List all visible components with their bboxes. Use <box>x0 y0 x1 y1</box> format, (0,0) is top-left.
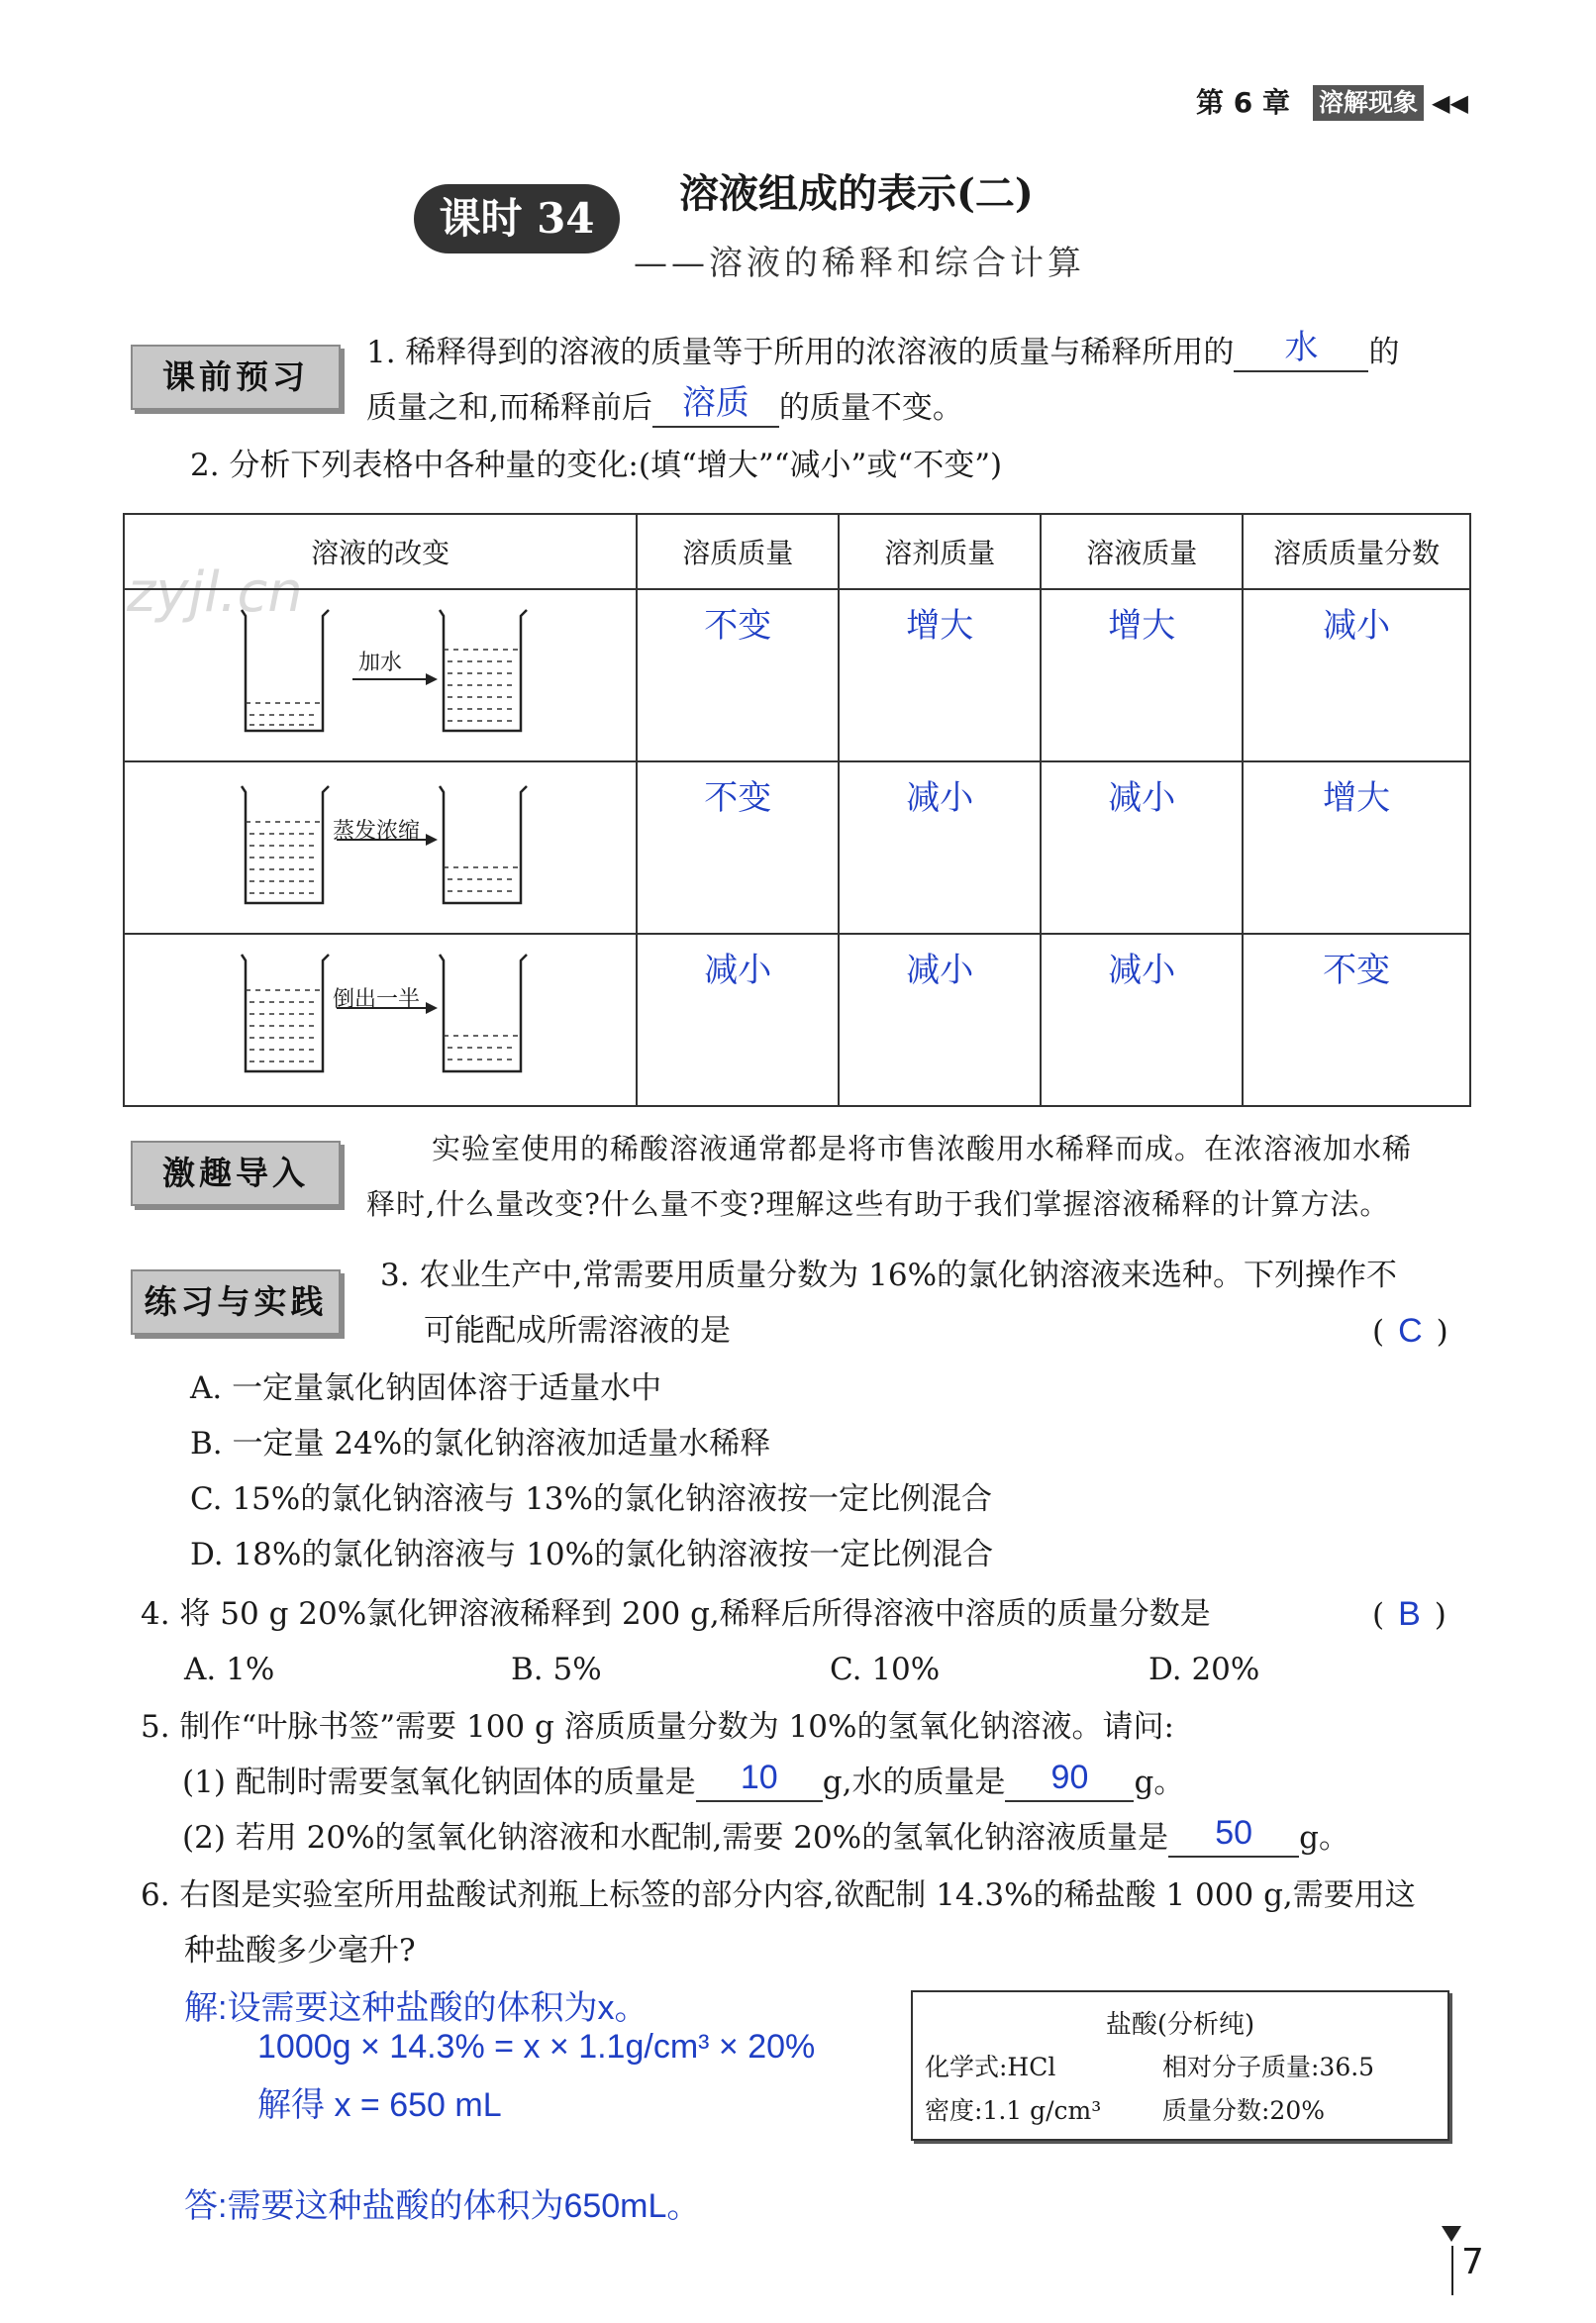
reagent-molecular-mass: 相对分子质量:36.5 <box>1162 2053 1375 2081</box>
diagram-action-label: 蒸发浓缩 <box>333 819 421 844</box>
solution-line: 解得 x = 650 mL <box>257 2086 502 2124</box>
answer-cell: 减小 <box>637 934 839 1106</box>
option-item: D. 20% <box>1148 1652 1260 1687</box>
question-1-line1: 1. 稀释得到的溶液的质量等于所用的浓溶液的质量与稀释所用的 水 的 <box>366 329 1400 370</box>
watermark: zyjl.cn <box>127 560 303 625</box>
section-label-intro: 激趣导入 <box>131 1141 341 1206</box>
answer-blank: 10 <box>696 1765 823 1802</box>
topic-badge: 溶解现象 <box>1313 85 1424 121</box>
question-3-answer: ( C ) <box>1372 1312 1448 1350</box>
answer-cell: 增大 <box>1243 761 1470 934</box>
answer-blank: 溶质 <box>652 390 779 428</box>
triangle-icon <box>1442 2226 1461 2242</box>
lesson-title: 溶液组成的表示(二) <box>679 170 1034 217</box>
solution-line: 1000g × 14.3% = x × 1.1g/cm³ × 20% <box>257 2028 816 2066</box>
page-number: 7 <box>1461 2242 1484 2282</box>
answer-cell: 减小 <box>1243 589 1470 761</box>
answer-cell: 不变 <box>637 761 839 934</box>
answer-cell: 减小 <box>839 761 1041 934</box>
question-3-line1: 3. 农业生产中,常需要用质量分数为 16%的氯化钠溶液来选种。下列操作不 <box>380 1258 1398 1293</box>
option-item: A. 一定量氯化钠固体溶于适量水中 <box>190 1370 662 1406</box>
answer-cell: 减小 <box>839 934 1041 1106</box>
arrow-icon: ◀◀ <box>1432 89 1468 117</box>
diagram-action-label: 加水 <box>358 651 403 675</box>
option-item: D. 18%的氯化钠溶液与 10%的氯化钠溶液按一定比例混合 <box>190 1537 994 1572</box>
question-6-line2: 种盐酸多少毫升? <box>184 1933 416 1969</box>
diagram-action-label: 倒出一半 <box>333 987 421 1012</box>
question-1-line2: 质量之和,而稀释前后 溶质 的质量不变。 <box>366 384 963 426</box>
option-item: A. 1% <box>184 1652 275 1687</box>
answer-cell: 减小 <box>1041 934 1243 1106</box>
reagent-label-title: 盐酸(分析纯) <box>1105 2010 1255 2040</box>
question-5-part1: (1) 配制时需要氢氧化钠固体的质量是 10 g,水的质量是 90 g。 <box>182 1759 1185 1800</box>
table-header: 溶剂质量 <box>839 514 1041 589</box>
answer-cell: 增大 <box>839 589 1041 761</box>
question-5-part2: (2) 若用 20%的氢氧化钠溶液和水配制,需要 20%的氢氧化钠溶液质量是 50 g。 <box>182 1814 1349 1856</box>
table-header: 溶质质量分数 <box>1243 514 1470 589</box>
reagent-formula: 化学式:HCl <box>925 2053 1056 2081</box>
question-3-line2: 可能配成所需溶液的是 <box>424 1313 731 1349</box>
final-answer: 答:需要这种盐酸的体积为650mL。 <box>184 2187 701 2225</box>
section-label-practice: 练习与实践 <box>131 1269 341 1335</box>
section-label-preview: 课前预习 <box>131 345 341 410</box>
solution-line: 解:设需要这种盐酸的体积为x。 <box>184 1989 648 2027</box>
answer-blank: 50 <box>1168 1820 1299 1858</box>
question-5: 5. 制作“叶脉书签”需要 100 g 溶质质量分数为 10%的氢氧化钠溶液。请问: <box>141 1709 1174 1745</box>
table-header: 溶液的改变 <box>124 514 637 589</box>
answer-cell: 减小 <box>1041 761 1243 934</box>
answer-blank: 水 <box>1234 335 1368 372</box>
answer-cell: 不变 <box>1243 934 1470 1106</box>
reagent-mass-fraction: 质量分数:20% <box>1162 2096 1325 2125</box>
answer-blank: 90 <box>1005 1765 1134 1802</box>
chapter-label: 第 6 章 <box>1196 86 1290 119</box>
reagent-label <box>911 1990 1449 2141</box>
intro-text-line1: 实验室使用的稀酸溶液通常都是将市售浓酸用水稀释而成。在浓溶液加水稀 <box>432 1132 1413 1165</box>
reagent-density: 密度:1.1 g/cm³ <box>925 2096 1102 2125</box>
table-header-row <box>124 514 1470 589</box>
table-header: 溶质质量 <box>637 514 839 589</box>
question-6-line1: 6. 右图是实验室所用盐酸试剂瓶上标签的部分内容,欲配制 14.3%的稀盐酸 1 000 g,需要用这 <box>141 1877 1416 1913</box>
question-4-answer: ( B ) <box>1372 1595 1446 1633</box>
table-header: 溶液质量 <box>1041 514 1243 589</box>
option-item: B. 一定量 24%的氯化钠溶液加适量水稀释 <box>190 1426 771 1462</box>
intro-text-line2: 释时,什么量改变?什么量不变?理解这些有助于我们掌握溶液稀释的计算方法。 <box>366 1187 1390 1221</box>
lesson-badge: 课时 34 <box>414 184 620 253</box>
question-4: 4. 将 50 g 20%氯化钾溶液稀释到 200 g,稀释后所得溶液中溶质的质量分数是 <box>141 1596 1211 1632</box>
option-item: C. 10% <box>830 1652 941 1687</box>
question-2: 2. 分析下列表格中各种量的变化:(填“增大”“减小”或“不变”) <box>190 448 1003 483</box>
option-item: B. 5% <box>511 1652 602 1687</box>
answer-cell: 不变 <box>637 589 839 761</box>
option-item: C. 15%的氯化钠溶液与 13%的氯化钠溶液按一定比例混合 <box>190 1481 992 1517</box>
page-divider <box>1451 2246 1453 2295</box>
answer-cell: 增大 <box>1041 589 1243 761</box>
lesson-subtitle: ——溶液的稀释和综合计算 <box>634 244 1085 283</box>
